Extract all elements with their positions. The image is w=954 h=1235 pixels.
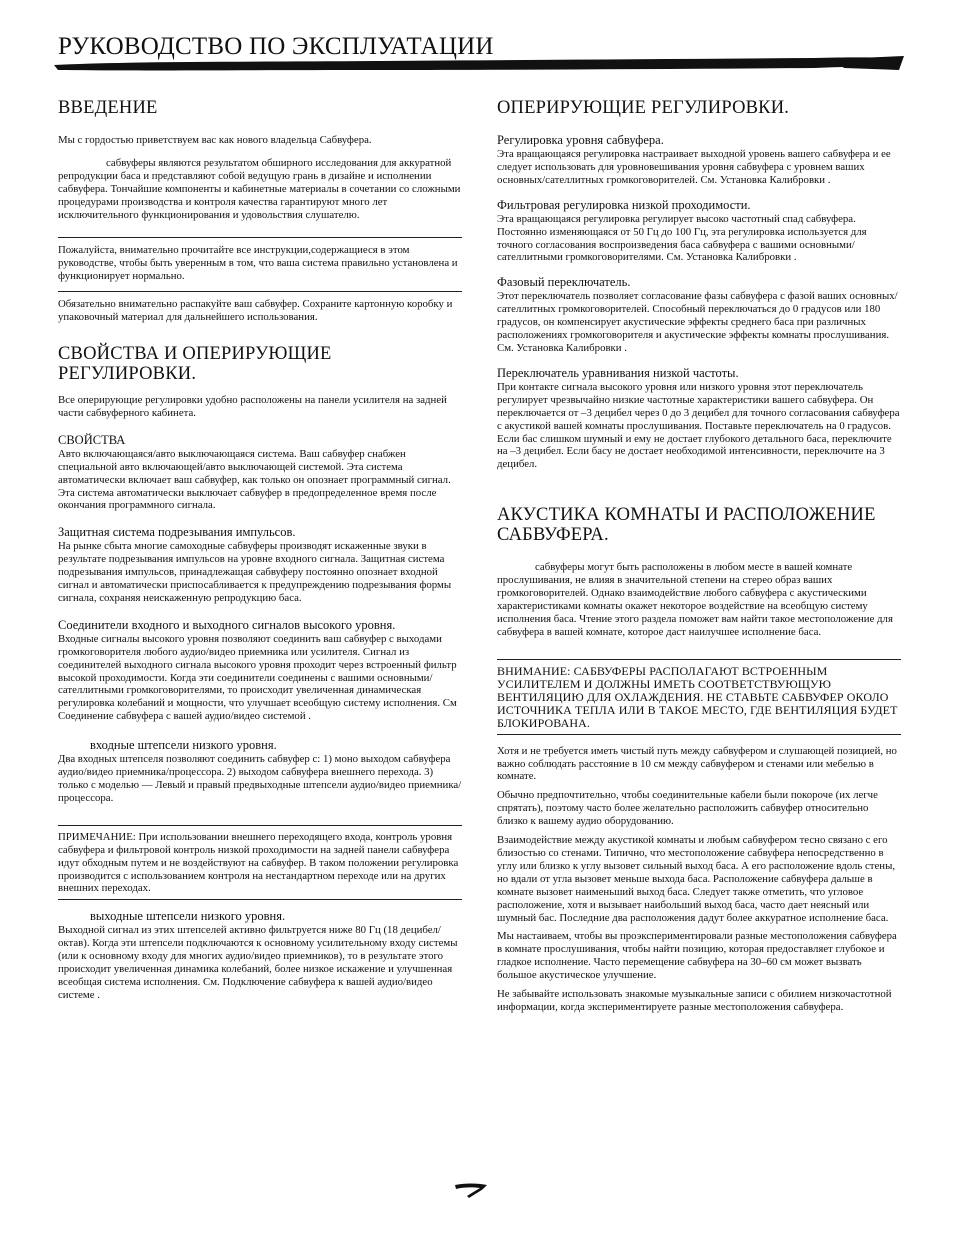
warning-box: ВНИМАНИЕ: САБВУФЕРЫ РАСПОЛАГАЮТ ВСТРОЕННЫМ УСИЛИТЕЛЕМ И ДОЛЖНЫ ИМЕТЬ СООТВЕТСТВУЮЩУЮ ВЕНТИЛЯЦИЮ ДЛЯ ОХЛАЖДЕНИЯ. НЕ СТАВЬТЕ САБВУФЕР ОКОЛО ИСТОЧНИКА ТЕПЛА ИЛИ В ТАКОЕ МЕСТО, ГДЕ ВЕНТИЛЯЦИЯ БУДЕТ БЛОКИРОВАНА. xyxy=(497,659,901,735)
note-box: ПРИМЕЧАНИЕ: При использовании внешнего переходящего входа, контроль уровня сабвуфера и фильтровой контроль низкой проходимости на задней панели сабвуфера идут обходным путем и не воздействуют на сабвуфер. В таком положении регулировка производится с использованием контроля на нестандартном переходе или на других внешних переходах. xyxy=(58,825,462,901)
phase-text: Этот переключатель позволяет согласование фазы сабвуфера с фазой ваших основных/сателлитных громкоговорителей. Способный переключаться до 0 градусов или 180 градусов, он компенсирует акустические эффекты среднего баса при различных расположениях громкоговорителя и акустические эффекты комнаты прослушивания. См. Установка Калибровки . xyxy=(497,290,898,354)
intro-paragraph: Мы с гордостью приветствуем вас как нового владельца Сабвуфера. xyxy=(58,134,372,146)
read-instructions-note: Пожалуйста, внимательно прочитайте все инструкции,содержащиеся в этом руководстве, чтобы быть уверенным в том, что ваша система правильно установлена и функционирует нормально. xyxy=(58,237,462,283)
controls-heading: ОПЕРИРУЮЩИЕ РЕГУЛИРОВКИ. xyxy=(497,98,790,118)
room-paragraph: Взаимодействие между акустикой комнаты и любым сабвуфером тесно связано с его близостью со стенами. Типично, что местоположение сабвуфера непосредственно в углу или близко к углу вызовет сильный выход баса. А его расположение вдоль стены, но вдали от угла вызовет меньше выхода баса. Расположение сабвуфера дальше в комнате вызовет наименьший выход баса. Следует также отметить, что угловое расположение, хотя и вызывает наибольший выход баса, часто дает неясный или шумный бас. Последние два расположения дадут более аккуратное исполнение баса. xyxy=(497,834,896,924)
room-paragraph: Мы настаиваем, чтобы вы проэкспериментировали разные местоположения сабвуфера в комнате прослушивания, чтобы найти позицию, которая предоставляет глубокое и гладкое исполнение. Часто перемещение сабвуфера на 30–60 см может вызвать большое акустическое улучшение. xyxy=(497,930,897,982)
title-brush-rule xyxy=(54,56,904,74)
high-level-text: Входные сигналы высокого уровня позволяют соединить ваш сабвуфер с выходами громкоговорителя любого аудио/видео приемника или усилителя. Сигнал из соединителей выходного сигнала высокого уровня проходит через встроенный фильтр высокой проходимости. Когда эти соединители соединены с вашими основными/сателлитными громкоговорителями, то происходит увеличенная динамическая регулировка колебаний и мощности, что улучшает всеобщую систему исполнения. См Соединение сабвуфера с вашей аудио/видео системой . xyxy=(58,632,457,723)
low-output-text: Выходной сигнал из этих штепселей активно фильтруется ниже 80 Гц (18 децибел/октав). Когда эти штепсели подключаются к основному усилительному входу системы (или к основному входу для многих аудио/видео приемников), то в результате этого происходит увеличенная динамика колебаний, более низкое искажение и улучшенная всеобщая система исполнения. См. Подключение сабвуфера к вашей аудио/видео системе . xyxy=(58,924,458,1001)
low-output-subheading: выходные штепсели низкого уровня. xyxy=(90,909,286,924)
low-input-text: Два входных штепселя позволяют соединить сабвуфер с: 1) моно выходом сабвуфера аудио/видео приемника/процессора. 2) выходом сабвуфера внешнего перехода. 3) только с моделью — Левый и правый предвыходные штепсели аудио/видео приемника/процессора. xyxy=(58,753,462,804)
room-paragraph: Не забывайте использовать знакомые музыкальные записи с обилием низкочастотной информации, когда экспериментируете разные местоположения сабвуфера. xyxy=(497,988,892,1013)
high-level-subheading: Соединители входного и выходного сигналов высокого уровня. xyxy=(58,617,396,632)
right-column xyxy=(497,98,901,1014)
eq-subheading: Переключатель уравнивания низкой частоты. xyxy=(497,365,739,380)
lowpass-text: Эта вращающаяся регулировка регулирует высоко частотный спад сабвуфера. Постоянно изменяющаяся от 50 Гц до 100 Гц, эта регулировка используется для точного согласования воспроизведения баса сабвуфера с вашими основными/сателлитными громкоговорителями. См. Установка Калибровки . xyxy=(497,212,867,264)
phase-subheading: Фазовый переключатель. xyxy=(497,275,631,290)
room-paragraph: Хотя и не требуется иметь чистый путь между сабвуфером и слушающей позицией, но важно соблюдать расстояние в 10 см между сабвуфером и стенами или мебелью в комнате. xyxy=(497,744,897,783)
intro-heading: ВВЕДЕНИЕ xyxy=(58,98,158,118)
low-input-subheading: входные штепсели низкого уровня. xyxy=(90,738,277,753)
features-subheading: СВОЙСТВА xyxy=(58,432,126,447)
room-paragraph: Обычно предпочтительно, чтобы соединительные кабели были покороче (их легче спрятать), поэтому часто более желательно расположить сабвуфер относительно близко к вашему аудио оборудованию. xyxy=(497,789,878,828)
page-title: РУКОВОДСТВО ПО ЭКСПЛУАТАЦИИ xyxy=(58,33,494,60)
lowpass-subheading: Фильтровая регулировка низкой проходимости. xyxy=(497,197,751,212)
clipping-text: На рынке сбыта многие самоходные сабвуферы производят искаженные звуки в результате подрезывания импульсов на уровне входного сигнала. Защитная система подрезывания импульсов, принадлежащая сабвуферу постоянно опознает входной сигнал и автоматически приспосабливается к предупреждению подрезывания формы сигнала, сохраняя неискаженную репродукцию баса. xyxy=(58,540,452,604)
intro-paragraph: сабвуферы являются результатом обширного исследования для аккуратной репродукции баса и представляют собой ведущую грань в дизайне и исполнении сабвуфера. Тончайшие компоненты и кабинетные материалы в сочетании со сложными процедурами производства и контроля качества гарантируют много лет исключительного функционирования и удовольствия слушателю. xyxy=(58,156,461,221)
properties-heading: СВОЙСТВА И ОПЕРИРУЮЩИЕ РЕГУЛИРОВКИ. xyxy=(58,343,332,384)
unpack-note: Обязательно внимательно распакуйте ваш сабвуфер. Сохраните картонную коробку и упаковочный материал для дальнейшего использования. xyxy=(58,291,462,324)
level-subheading: Регулировка уровня сабвуфера. xyxy=(497,133,664,147)
room-intro: сабвуферы могут быть расположены в любом месте в вашей комнате прослушивания, не влияя в значительной степени на стерео образ ваших громкоговорителей. Однако взаимодействие любого сабвуфера с акустическими характеристиками комнаты окажет некоторое воздействие на всеобщую систему исполнения баса. Чтение этого раздела поможет вам найти такое местоположение для сабвуфера в вашей комнате, которое даст наилучшее исполнение баса. xyxy=(497,561,893,638)
level-text: Эта вращающаяся регулировка настраивает выходной уровень вашего сабвуфера и ее следует использовать для уровновешивания уровня сабвуфера с уровнем ваших основных/сателлитных громкоговорителей. См. Установка Калибровки . xyxy=(497,148,891,186)
features-text: Авто включающаяся/авто выключающаяся система. Ваш сабвуфер снабжен специальной авто включающей/авто выключающей системой. Эта система автоматически включает ваш сабвуфер, как только он опознает программный сигнал. Эта система автоматически выключает сабвуфер в предопределенное время после окончания программного сигнала. xyxy=(58,447,451,512)
left-column xyxy=(58,98,462,1002)
page-number-mark xyxy=(453,1180,493,1200)
properties-intro: Все оперирующие регулировки удобно расположены на панели усилителя на задней части сабвуферного кабинета. xyxy=(58,393,447,419)
eq-text: При контакте сигнала высокого уровня или низкого уровня этот переключатель регулирует чрезвычайно низкие частотные характеристики вашего сабвуфера. Он переключается от –3 децибел через 0 до 3 децибел для точного согласования сабвуфера с акустикой вашей комнаты прослушивания. Поставьте переключатель на 0 градусов. Если бас слишком шумный и ему не достает глубокого детального баса, переключите на –3 децибел. Если басу не достает необходимой интенсивности, переключите на 3 децибел. xyxy=(497,380,900,471)
room-heading: АКУСТИКА КОМНАТЫ И РАСПОЛОЖЕНИЕ САБВУФЕРА. xyxy=(497,505,876,546)
clipping-subheading: Защитная система подрезывания импульсов. xyxy=(58,525,296,540)
